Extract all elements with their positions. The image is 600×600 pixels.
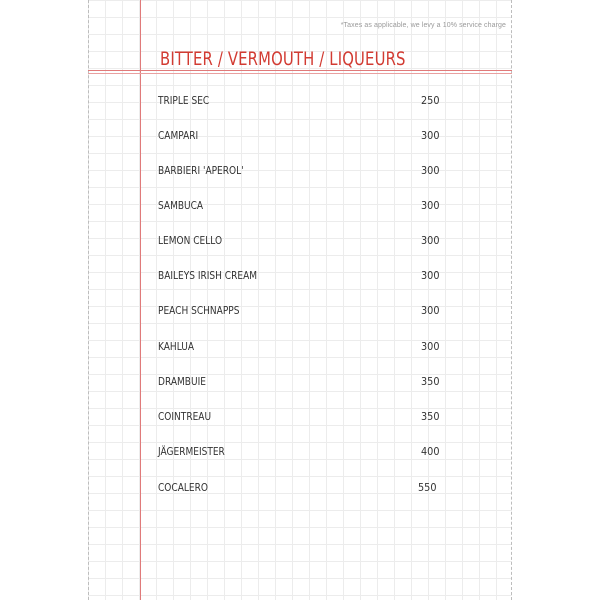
item-name: BARBIERI 'APEROL': [158, 164, 244, 177]
item-price: 300: [421, 340, 440, 353]
section-title: BITTER / VERMOUTH / LIQUEURS: [160, 48, 406, 70]
item-name: DRAMBUIE: [158, 375, 206, 388]
item-price: 400: [421, 445, 440, 458]
item-name: KAHLUA: [158, 340, 195, 353]
list-item: [88, 199, 512, 215]
list-item: [88, 269, 512, 285]
list-item: [88, 304, 512, 320]
item-price: 350: [421, 375, 440, 388]
item-name: COCALERO: [158, 481, 208, 494]
item-price: 300: [421, 304, 440, 317]
list-item: [88, 234, 512, 250]
item-name: TRIPLE SEC: [158, 94, 210, 107]
item-name: COINTREAU: [158, 410, 212, 423]
list-item: [88, 129, 512, 145]
item-price: 300: [421, 234, 440, 247]
item-name: SAMBUCA: [158, 199, 204, 212]
list-item: [88, 94, 512, 110]
list-item: [88, 410, 512, 426]
item-name: CAMPARI: [158, 129, 199, 142]
list-item: [88, 481, 512, 497]
list-item: [88, 340, 512, 356]
list-item: [88, 445, 512, 461]
item-price: 300: [421, 164, 440, 177]
list-item: [88, 164, 512, 180]
item-name: BAILEYS IRISH CREAM: [158, 269, 258, 282]
list-item: [88, 375, 512, 391]
tax-note: *Taxes as applicable, we levy a 10% service charge: [340, 22, 506, 29]
menu-page: [88, 0, 512, 600]
item-name: LEMON CELLO: [158, 234, 223, 247]
item-price: 350: [421, 410, 440, 423]
item-name: PEACH SCHNAPPS: [158, 304, 240, 317]
item-price: 550: [418, 481, 437, 494]
item-price: 300: [421, 129, 440, 142]
item-price: 300: [421, 199, 440, 212]
drinks-list: [88, 0, 512, 600]
item-name: JÄGERMEISTER: [158, 445, 225, 458]
item-price: 250: [421, 94, 440, 107]
item-price: 300: [421, 269, 440, 282]
